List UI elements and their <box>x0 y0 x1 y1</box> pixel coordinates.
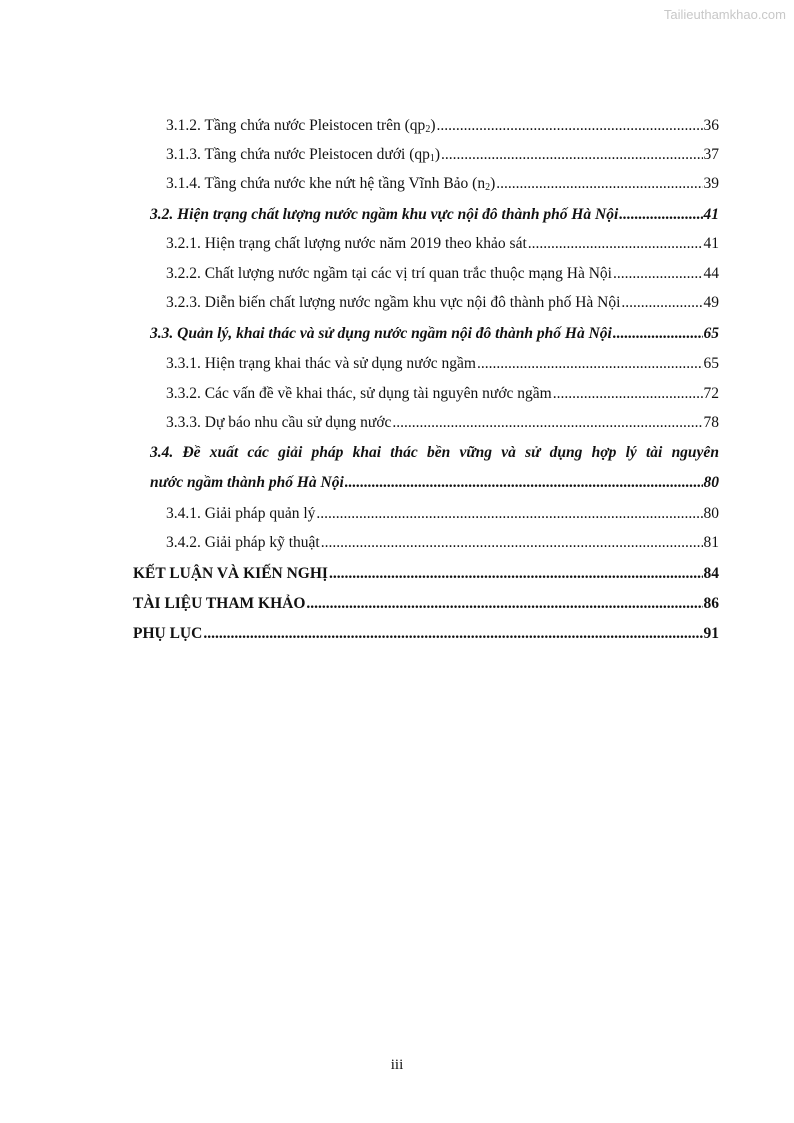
dot-leader <box>316 504 702 524</box>
toc-entry-word: vững <box>459 444 493 461</box>
toc-entry-3-1-3[interactable] <box>166 145 719 169</box>
dot-leader <box>553 384 703 404</box>
toc-entry-label: nước ngầm thành phố Hà Nội <box>150 474 344 491</box>
dot-leader <box>321 533 703 553</box>
toc-entry-word: Đề <box>182 444 201 461</box>
page-number: iii <box>390 1057 404 1073</box>
toc-entry-word: bền <box>427 444 451 461</box>
toc-entry-3-4-1[interactable] <box>166 504 719 524</box>
toc-entry-label: TÀI LIỆU THAM KHẢO <box>133 595 306 612</box>
toc-entry-page: 41 <box>703 235 719 252</box>
toc-entry-label: 3.3.1. Hiện trạng khai thác và sử dụng nước ngầm <box>166 355 476 372</box>
toc-entry-3-2[interactable] <box>150 205 719 225</box>
dot-leader <box>329 564 703 584</box>
toc-entry-label: 3.3. Quản lý, khai thác và sử dụng nước ngầm nội đô thành phố Hà Nội <box>150 325 612 342</box>
toc-entry-3-2-2[interactable] <box>166 264 719 284</box>
toc-entry-word: nguyên <box>671 444 719 461</box>
toc-entry-word: sử <box>525 444 541 461</box>
dot-leader <box>477 354 703 374</box>
toc-entry-label: 3.2.1. Hiện trạng chất lượng nước năm 2019 theo khảo sát <box>166 235 527 252</box>
dot-leader <box>613 264 703 284</box>
toc-entry-phu-luc[interactable] <box>133 624 719 644</box>
toc-entry-word: hợp <box>591 444 617 461</box>
toc-entry-word: dụng <box>549 444 583 461</box>
toc-entry-page: 84 <box>703 565 719 582</box>
dot-leader <box>528 234 703 254</box>
toc-entry-page: 39 <box>703 175 719 192</box>
toc-entry-3-4-2[interactable] <box>166 533 719 553</box>
toc-entry-label: 3.2.3. Diễn biến chất lượng nước ngầm khu vực nội đô thành phố Hà Nội <box>166 294 621 311</box>
watermark: Tailieuthamkhao.com <box>663 7 786 22</box>
toc-entry-page: 72 <box>703 385 719 402</box>
toc-entry-word: tài <box>645 444 663 461</box>
toc-entry-page: 65 <box>703 355 719 372</box>
dot-leader <box>306 594 702 614</box>
toc-entry-word: pháp <box>311 444 344 461</box>
toc-entry-3-3[interactable] <box>150 324 719 344</box>
dot-leader <box>619 205 702 225</box>
toc-entry-word: khai <box>352 444 382 461</box>
toc-entry-ket-luan[interactable] <box>133 564 719 584</box>
toc-entry-3-4[interactable] <box>150 473 719 493</box>
toc-entry-word: 3.4. <box>150 444 174 461</box>
toc-entry-label: KẾT LUẬN VÀ KIẾN NGHỊ <box>133 565 328 582</box>
toc-entry-3-1-4[interactable] <box>166 174 719 198</box>
toc-entry-word: thác <box>390 444 418 461</box>
toc-entry-page: 80 <box>703 505 719 522</box>
toc-entry-word: giải <box>278 444 303 461</box>
dot-leader <box>613 324 703 344</box>
toc-entry-label: 3.4.1. Giải pháp quản lý <box>166 505 316 522</box>
toc-entry-page: 86 <box>703 595 719 612</box>
toc-entry-label: 3.2. Hiện trạng chất lượng nước ngầm khu vực nội đô thành phố Hà Nội <box>150 206 619 223</box>
toc-entry-label: 3.3.2. Các vấn đề về khai thác, sử dụng tài nguyên nước ngầm <box>166 385 552 402</box>
toc-entry-page: 41 <box>703 206 719 223</box>
toc-entry-word: các <box>247 444 269 461</box>
dot-leader <box>441 145 702 165</box>
toc-entry-3-3-1[interactable] <box>166 354 719 374</box>
toc-entry-tai-lieu[interactable] <box>133 594 719 614</box>
toc-entry-label: 3.3.3. Dự báo nhu cầu sử dụng nước <box>166 414 392 431</box>
toc-entry-page: 65 <box>703 325 719 342</box>
toc-entry-page: 81 <box>703 534 719 551</box>
toc-entry-3-2-3[interactable] <box>166 293 719 313</box>
toc-entry-label: 3.4.2. Giải pháp kỹ thuật <box>166 534 320 551</box>
toc-entry-word: và <box>501 444 516 461</box>
toc-entry-page: 80 <box>703 474 719 491</box>
toc-entry-word: xuất <box>209 444 239 461</box>
toc-entry-page: 49 <box>703 294 719 311</box>
toc-entry-page: 37 <box>703 146 719 163</box>
dot-leader <box>621 293 702 313</box>
toc-entry-label: 3.1.2. Tầng chứa nước Pleistocen trên $(qp_2)$ <box>166 117 436 135</box>
dot-leader <box>392 413 702 433</box>
toc-entry-page: 78 <box>703 414 719 431</box>
toc-entry-page: 44 <box>703 265 719 282</box>
toc-entry-page: 91 <box>703 625 719 642</box>
toc-entry-3-3-3[interactable] <box>166 413 719 433</box>
toc-entry-label: 3.2.2. Chất lượng nước ngầm tại các vị trí quan trắc thuộc mạng Hà Nội <box>166 265 612 282</box>
toc-entry-3-1-2[interactable] <box>166 116 719 140</box>
dot-leader <box>203 624 702 644</box>
toc-entry-page: 36 <box>703 117 719 134</box>
toc-entry-3-3-2[interactable] <box>166 384 719 404</box>
toc-entry-label: 3.1.4. Tầng chứa nước khe nứt hệ tầng Vĩnh Bảo $(n_2)$ <box>166 175 496 193</box>
toc-entry-3-2-1[interactable] <box>166 234 719 254</box>
toc-entry-word: lý <box>625 444 637 461</box>
dot-leader <box>345 473 703 493</box>
toc-entry-label: 3.1.3. Tầng chứa nước Pleistocen dưới $(qp_1)$ <box>166 146 441 164</box>
toc-entry-label: PHỤ LỤC <box>133 625 203 642</box>
dot-leader <box>496 174 702 194</box>
dot-leader <box>436 116 702 136</box>
toc-entry-3-4-line1[interactable] <box>150 443 719 463</box>
